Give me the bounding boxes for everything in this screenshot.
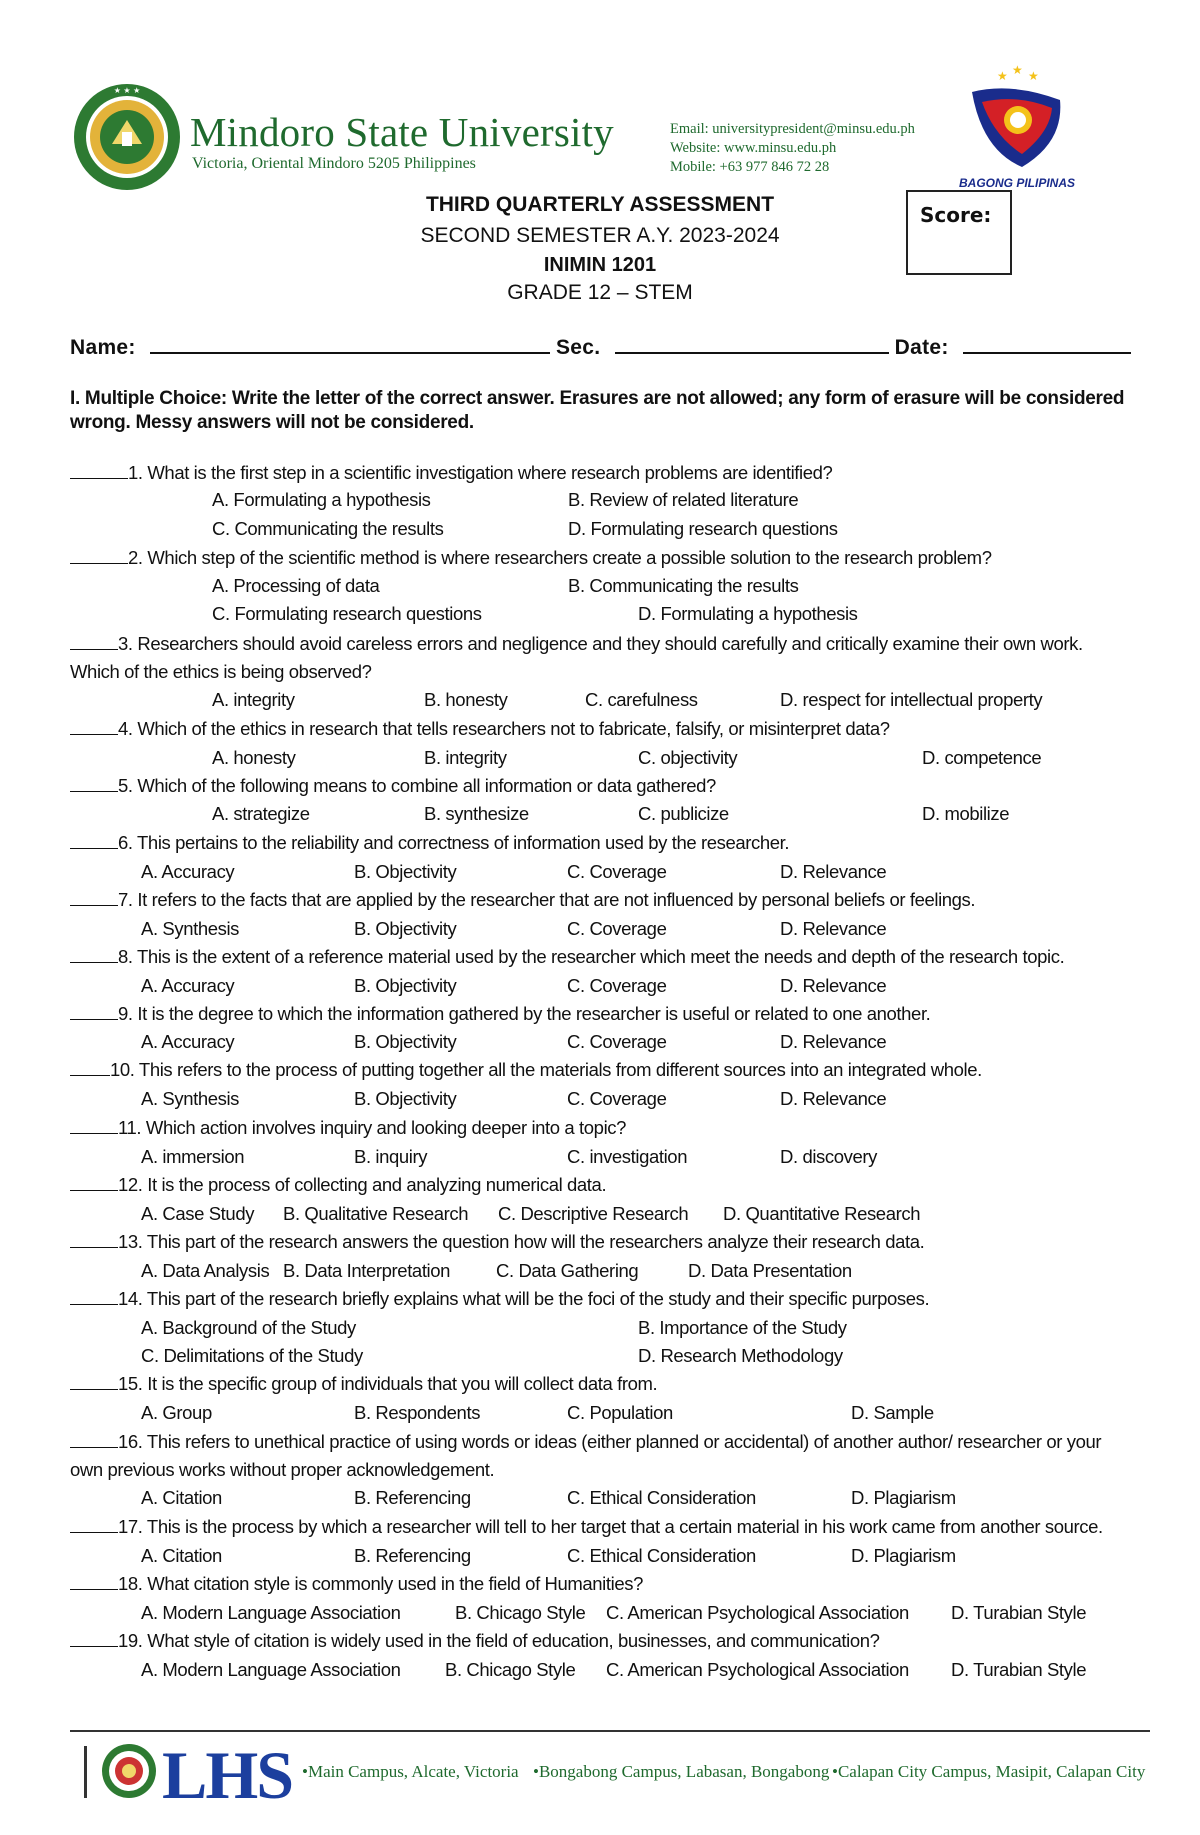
answer-blank[interactable]: [70, 1573, 118, 1590]
option-c: C. Coverage: [567, 918, 667, 939]
option-c: C. investigation: [567, 1146, 688, 1167]
option-c: C. American Psychological Association: [606, 1659, 909, 1680]
option-c: C. publicize: [638, 803, 729, 824]
svg-text:★: ★: [997, 69, 1008, 83]
answer-blank[interactable]: [70, 946, 118, 963]
answer-blank[interactable]: [70, 1288, 118, 1305]
option-b: B. Communicating the results: [568, 575, 799, 596]
option-d: D. Turabian Style: [951, 1602, 1087, 1623]
option-c: C. Coverage: [567, 1088, 667, 1109]
option-b: B. Objectivity: [354, 1088, 457, 1109]
option-d: D. Relevance: [780, 1031, 887, 1052]
question-text: 15. It is the specific group of individuals that you will collect data from.: [118, 1373, 658, 1394]
campus-calapan: •Calapan City Campus, Masipit, Calapan City: [832, 1762, 1146, 1781]
option-a: A. Data Analysis: [141, 1260, 270, 1281]
lhs-seal-icon: [100, 1742, 158, 1800]
answer-blank[interactable]: [70, 462, 128, 479]
instructions: I. Multiple Choice: Write the letter of the correct answer. Erasures are not allowed; any form of erasure will be considered wrong. Messy answers will not be considered.: [70, 388, 1125, 433]
question-text: 14. This part of the research briefly explains what will be the foci of the study and their specific purposes.: [118, 1288, 930, 1309]
email-line: Email: universitypresident@minsu.edu.ph: [670, 121, 915, 137]
option-b: B. inquiry: [354, 1146, 428, 1167]
option-d: D. mobilize: [922, 803, 1010, 824]
question-17: [70, 1516, 1103, 1538]
option-d: D. Plagiarism: [851, 1487, 956, 1508]
option-b: B. Chicago Style: [455, 1602, 586, 1623]
student-info-row: [70, 332, 1131, 360]
option-a: A. Accuracy: [141, 975, 235, 996]
question-19: [70, 1630, 879, 1652]
option-d: D. discovery: [780, 1146, 877, 1167]
question-text: 9. It is the degree to which the information gathered by the researcher is useful or related to one another.: [118, 1003, 931, 1024]
question-12: [70, 1174, 606, 1196]
bagong-pilipinas-label: BAGONG PILIPINAS: [958, 176, 1075, 190]
option-a: A. integrity: [212, 689, 295, 710]
option-b: B. Objectivity: [354, 861, 457, 882]
option-a: A. Processing of data: [212, 575, 380, 596]
option-c: C. Delimitations of the Study: [141, 1345, 363, 1366]
name-field[interactable]: [150, 332, 550, 354]
option-b: B. Data Interpretation: [283, 1260, 451, 1281]
question-14: [70, 1288, 929, 1310]
option-d: D. Relevance: [780, 1088, 887, 1109]
mobile-line: Mobile: +63 977 846 72 28: [670, 159, 830, 175]
question-text: 19. What style of citation is widely used in the field of education, businesses, and communication?: [118, 1630, 880, 1651]
section-field[interactable]: [615, 332, 889, 354]
option-a: A. strategize: [212, 803, 310, 824]
answer-blank[interactable]: [70, 1003, 118, 1020]
question-18: [70, 1573, 643, 1595]
option-a: A. Synthesis: [141, 1088, 240, 1109]
question-text: 6. This pertains to the reliability and correctness of information used by the researcher.: [118, 832, 790, 853]
date-field[interactable]: [963, 332, 1131, 354]
question-text: 18. What citation style is commonly used in the field of Humanities?: [118, 1573, 643, 1594]
question-16: [70, 1428, 1135, 1484]
question-text: 2. Which step of the scientific method is where researchers create a possible solution to the research problem?: [128, 547, 992, 568]
option-c: C. Descriptive Research: [498, 1203, 689, 1224]
svg-text:★ ★ ★: ★ ★ ★: [113, 86, 141, 95]
option-b: B. synthesize: [424, 803, 529, 824]
option-d: D. Sample: [851, 1402, 934, 1423]
website-line: Website: www.minsu.edu.ph: [670, 140, 837, 156]
option-d: D. Plagiarism: [851, 1545, 956, 1566]
option-b: B. Referencing: [354, 1487, 471, 1508]
option-b: B. Respondents: [354, 1402, 481, 1423]
question-3: [70, 630, 1135, 686]
option-a: A. Formulating a hypothesis: [212, 489, 431, 510]
option-c: C. Communicating the results: [212, 518, 444, 539]
option-d: D. Relevance: [780, 861, 887, 882]
option-d: D. Data Presentation: [688, 1260, 852, 1281]
question-6: [70, 832, 789, 854]
answer-blank[interactable]: [70, 1117, 118, 1134]
option-a: A. Accuracy: [141, 1031, 235, 1052]
option-c: C. Population: [567, 1402, 673, 1423]
option-b: B. honesty: [424, 689, 508, 710]
question-text: 16. This refers to unethical practice of using words or ideas (either planned or accidental) of another author/ researcher or your own previous works without proper acknowledgement.: [70, 1431, 1102, 1480]
question-5: [70, 775, 716, 797]
question-11: [70, 1117, 626, 1139]
grade-line: GRADE 12 – STEM: [507, 281, 693, 304]
option-c: C. Ethical Consideration: [567, 1545, 756, 1566]
question-text: 11. Which action involves inquiry and looking deeper into a topic?: [118, 1117, 627, 1138]
campus-main: •Main Campus, Alcate, Victoria: [302, 1762, 519, 1781]
question-text: 7. It refers to the facts that are applied by the researcher that are not influenced by personal beliefs or feelings.: [118, 889, 976, 910]
option-b: B. integrity: [424, 747, 507, 768]
lhs-logo-text: LHS: [162, 1737, 293, 1813]
option-b: B. Objectivity: [354, 918, 457, 939]
question-text: 3. Researchers should avoid careless errors and negligence and they should carefully and critically examine their own work. Which of the ethics is being observed?: [70, 633, 1083, 682]
question-text: 17. This is the process by which a researcher will tell to her target that a certain material in his work came from another source.: [118, 1516, 1103, 1537]
answer-blank[interactable]: [70, 1174, 118, 1191]
campus-bongabong: •Bongabong Campus, Labasan, Bongabong: [533, 1762, 830, 1781]
question-text: 4. Which of the ethics in research that tells researchers not to fabricate, falsify, or misinterpret data?: [118, 718, 890, 739]
option-b: B. Referencing: [354, 1545, 471, 1566]
answer-blank[interactable]: [70, 1059, 110, 1076]
option-d: D. respect for intellectual property: [780, 689, 1043, 710]
option-b: B. Importance of the Study: [638, 1317, 847, 1338]
question-10: [70, 1059, 982, 1081]
option-a: A. Case Study: [141, 1203, 255, 1224]
course-code: INIMIN 1201: [543, 254, 657, 276]
option-c: C. Coverage: [567, 1031, 667, 1052]
option-a: A. immersion: [141, 1146, 245, 1167]
answer-blank[interactable]: [70, 775, 118, 792]
university-name: Mindoro State University: [190, 109, 614, 155]
question-15: [70, 1373, 657, 1395]
semester-line: SECOND SEMESTER A.Y. 2023-2024: [420, 224, 780, 247]
contact-info: [670, 120, 915, 177]
question-text: 8. This is the extent of a reference material used by the researcher which meet the needs and depth of the research topic.: [118, 946, 1065, 967]
option-c: C. Coverage: [567, 975, 667, 996]
name-label: Name:: [70, 336, 136, 359]
answer-blank[interactable]: [70, 1516, 118, 1533]
option-a: A. Citation: [141, 1545, 222, 1566]
answer-blank[interactable]: [70, 889, 118, 906]
option-d: D. competence: [922, 747, 1042, 768]
option-c: C. Formulating research questions: [212, 603, 482, 624]
option-d: D. Formulating research questions: [568, 518, 838, 539]
score-label: Score:: [920, 203, 992, 227]
question-9: [70, 1003, 930, 1025]
option-c: C. American Psychological Association: [606, 1602, 909, 1623]
bagong-pilipinas-logo-icon: [952, 62, 1082, 172]
option-c: C. Data Gathering: [496, 1260, 639, 1281]
option-d: D. Quantitative Research: [723, 1203, 921, 1224]
option-a: A. Modern Language Association: [141, 1659, 401, 1680]
question-2: [70, 547, 992, 569]
assessment-title: THIRD QUARTERLY ASSESSMENT: [425, 193, 775, 216]
option-d: D. Relevance: [780, 975, 887, 996]
option-a: A. Modern Language Association: [141, 1602, 401, 1623]
answer-blank[interactable]: [70, 633, 118, 650]
option-b: B. Qualitative Research: [283, 1203, 469, 1224]
answer-blank[interactable]: [70, 1431, 118, 1448]
option-d: D. Formulating a hypothesis: [638, 603, 858, 624]
svg-text:★: ★: [1012, 63, 1023, 77]
question-text: 1. What is the first step in a scientific investigation where research problems are identified?: [128, 462, 833, 483]
option-b: B. Review of related literature: [568, 489, 799, 510]
question-text: 12. It is the process of collecting and analyzing numerical data.: [118, 1174, 607, 1195]
footer-bar: [84, 1746, 87, 1798]
option-a: A. honesty: [212, 747, 296, 768]
answer-blank[interactable]: [70, 547, 128, 564]
svg-text:★: ★: [1028, 69, 1039, 83]
question-4: [70, 718, 890, 740]
sec-label: Sec.: [555, 336, 601, 359]
option-d: D. Turabian Style: [951, 1659, 1087, 1680]
answer-blank[interactable]: [70, 1231, 118, 1248]
question-text: 5. Which of the following means to combine all information or data gathered?: [118, 775, 716, 796]
option-a: A. Synthesis: [141, 918, 240, 939]
university-seal-icon: [72, 82, 182, 192]
option-c: C. Coverage: [567, 861, 667, 882]
option-b: B. Objectivity: [354, 975, 457, 996]
answer-blank[interactable]: [70, 718, 118, 735]
option-d: D. Research Methodology: [638, 1345, 843, 1366]
question-13: [70, 1231, 924, 1253]
question-1: [70, 462, 832, 484]
question-8: [70, 946, 1064, 968]
answer-blank[interactable]: [70, 1630, 118, 1647]
option-a: A. Citation: [141, 1487, 222, 1508]
footer-divider: [70, 1730, 1150, 1732]
question-text: 10. This refers to the process of putting together all the materials from different sources into an integrated whole.: [110, 1059, 982, 1080]
option-c: C. carefulness: [585, 689, 698, 710]
answer-blank[interactable]: [70, 832, 118, 849]
option-c: C. Ethical Consideration: [567, 1487, 756, 1508]
university-address: Victoria, Oriental Mindoro 5205 Philippines: [192, 155, 476, 172]
option-b: B. Objectivity: [354, 1031, 457, 1052]
option-c: C. objectivity: [638, 747, 738, 768]
option-d: D. Relevance: [780, 918, 887, 939]
option-a: A. Accuracy: [141, 861, 235, 882]
option-a: A. Group: [141, 1402, 212, 1423]
question-7: [70, 889, 975, 911]
answer-blank[interactable]: [70, 1373, 118, 1390]
question-text: 13. This part of the research answers the question how will the researchers analyze their research data.: [118, 1231, 925, 1252]
option-a: A. Background of the Study: [141, 1317, 356, 1338]
date-label: Date:: [894, 336, 949, 359]
option-b: B. Chicago Style: [445, 1659, 576, 1680]
